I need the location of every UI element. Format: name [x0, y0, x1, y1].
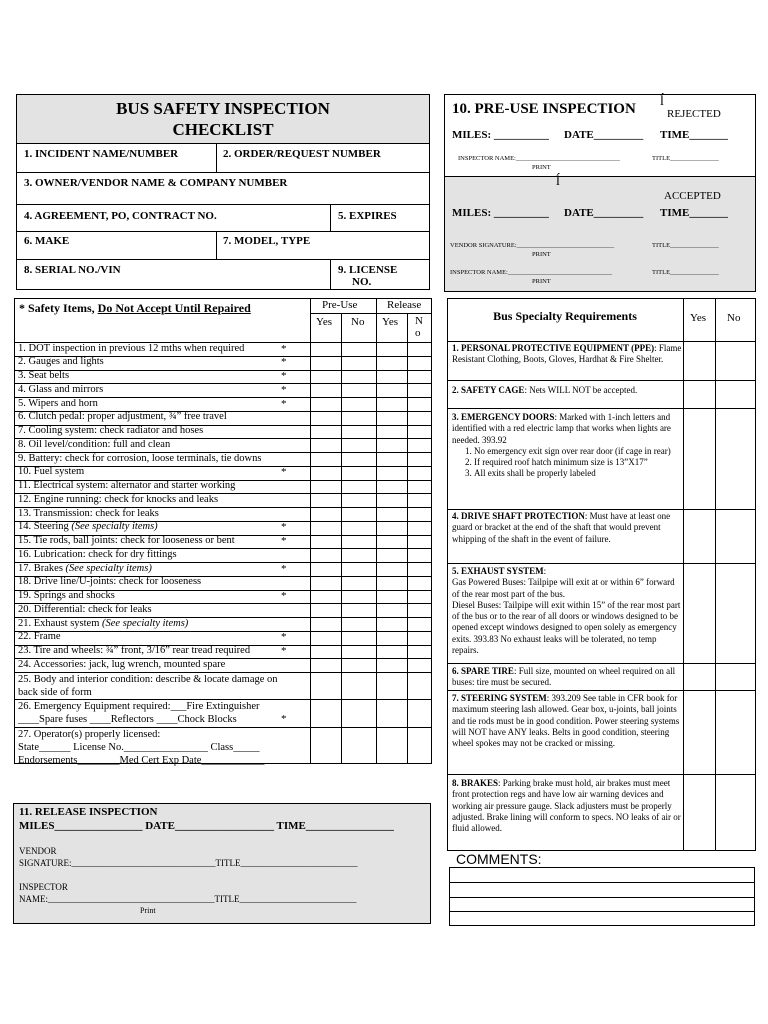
release-miles-date-time[interactable]: MILES________________ DATE__________________ TIME________________ [19, 820, 394, 832]
required-star: * [281, 397, 287, 410]
required-star: * [281, 383, 287, 396]
accepted-inspector-name[interactable]: INSPECTOR NAME:________________________________ [450, 269, 612, 276]
specialty-item-ppe: 1. PERSONAL PROTECTIVE EQUIPMENT (PPE): Flame Resistant Clothing, Boots, Gloves, Hardhat & Fire Shelter. [452, 343, 682, 365]
page-title [17, 98, 429, 140]
list-item: 1. No emergency exit sign over rear door (if cage in rear) [474, 446, 682, 457]
specialty-item-drive-shaft: 4. DRIVE SHAFT PROTECTION: Must have at least one guard or bracket at the end of the shaft that would prevent whipping of the shaft in the event of failure. [452, 511, 671, 544]
safety-item-7: 7. Cooling system: check radiator and hoses [18, 425, 204, 436]
preuse-inspector-name[interactable]: INSPECTOR NAME:________________________________ [458, 155, 620, 162]
safety-item-25: 25. Body and interior condition: describe & locate damage on back side of form [18, 674, 278, 698]
col-release-yes: Yes [382, 316, 399, 328]
preuse-miles[interactable]: MILES: __________ [452, 129, 549, 141]
safety-item-5: 5. Wipers and horn [18, 397, 98, 409]
accepted-checkmark-icon[interactable]: ĺ [556, 174, 560, 189]
release-title: 11. RELEASE INSPECTION [19, 806, 158, 818]
required-star: * [281, 370, 287, 382]
specialty-item-steering: 7. STEERING SYSTEM: 393.209 See table in CFR book for maximum steering lash allowed. Gear box, u-joints, ball joints and tie rods must be in good condition. Power steering systems will NOT have ANY leaks. Belts in good condition, steering wheel spokes may not be cracked or missing. [452, 693, 680, 749]
preuse-date[interactable]: DATE_________ [564, 129, 644, 141]
specialty-item-brakes: 8. BRAKES: Parking brake must hold, air brakes must meet front protection regs and have low air warning devices and working air pressure gauge. Slack adjusters must be properly adjusted. Brake lining will conform to specs. NO leaks of air or fluid allowed. [452, 778, 681, 834]
required-star: * [281, 521, 287, 534]
safety-item-6: 6. Clutch pedal: proper adjustment, ¾” free travel [18, 411, 227, 423]
preuse-time[interactable]: TIME_______ [660, 129, 728, 141]
safety-item-24: 24. Accessories: jack, lug wrench, mounted spare [18, 658, 226, 670]
col-release: Release [387, 299, 422, 311]
release-print-label: Print [140, 906, 156, 915]
release-vendor-signature[interactable]: SIGNATURE:________________________________TITLE__________________________ [19, 858, 358, 868]
list-item: 3. All exits shall be properly labeled [474, 468, 682, 479]
specialty-item-exhaust: 5. EXHAUST SYSTEM: Gas Powered Buses: Tailpipe will exit at or within 6” forward of the rear most part of the bus. Diesel Buses: Tailpipe will exit within 15” of the rear most part of the bus or to the rear of all doors or windows designed to be opened except windows designed to open solely as emergency exits. 393.83 No exhaust leaks will be tolerated, no temp repairs. [452, 566, 681, 656]
required-star: * [281, 590, 287, 602]
field-agreement[interactable]: 4. AGREEMENT, PO, CONTRACT NO. [24, 210, 217, 222]
safety-item-10: 10. Fuel system [18, 466, 85, 478]
required-star: * [281, 631, 287, 644]
required-star: * [281, 466, 287, 479]
required-star: * [281, 535, 287, 547]
safety-item-4: 4. Glass and mirrors [18, 383, 104, 395]
safety-item-2: 2. Gauges and lights [18, 356, 104, 368]
safety-item-20: 20. Differential: check for leaks [18, 603, 152, 615]
safety-item-12: 12. Engine running: check for knocks and leaks [18, 493, 219, 505]
vendor-signature[interactable]: VENDOR SIGNATURE:______________________________ [450, 242, 615, 249]
rejected-checkmark-icon[interactable]: ĺ [660, 94, 664, 109]
release-inspector-label: INSPECTOR [19, 882, 68, 892]
specialty-no: No [727, 312, 741, 324]
specialty-item-spare-tire: 6. SPARE TIRE: Full size, mounted on wheel required on all buses: tire must be secured. [452, 666, 676, 688]
safety-items-header: * Safety Items, Do Not Accept Until Repaired [19, 301, 251, 315]
release-vendor-label: VENDOR [19, 846, 57, 856]
field-serial-vin[interactable]: 8. SERIAL NO./VIN [24, 264, 121, 276]
page-title-line1: BUS SAFETY INSPECTION [116, 99, 330, 118]
accepted-print-label: PRINT [532, 278, 551, 285]
safety-item-3: 3. Seat belts [18, 370, 70, 381]
field-license[interactable]: 9. LICENSE NO. [338, 264, 398, 288]
preuse-print-label: PRINT [532, 164, 551, 171]
accepted-date[interactable]: DATE_________ [564, 207, 644, 219]
field-owner-vendor[interactable]: 3. OWNER/VENDOR NAME & COMPANY NUMBER [24, 177, 288, 189]
safety-item-9: 9. Battery: check for corrosion, loose terminals, tie downs [18, 452, 262, 464]
required-star: * [281, 356, 287, 369]
required-star: * [281, 562, 287, 575]
specialty-item-safety-cage: 2. SAFETY CAGE: Nets WILL NOT be accepted. [452, 385, 638, 395]
preuse-title: 10. PRE-USE INSPECTION [452, 101, 636, 117]
safety-item-15: 15. Tie rods, ball joints: check for looseness or bent [18, 535, 235, 546]
rejected-label: REJECTED [667, 108, 721, 120]
col-preuse: Pre-Use [322, 299, 358, 311]
accepted-time[interactable]: TIME_______ [660, 207, 728, 219]
safety-item-23: 23. Tire and wheels: ¾” front, 3/16” rear tread required [18, 645, 251, 656]
safety-item-8: 8. Oil level/condition: full and clean [18, 438, 171, 450]
field-make[interactable]: 6. MAKE [24, 235, 70, 247]
accepted-miles[interactable]: MILES: __________ [452, 207, 549, 219]
required-star: * [281, 645, 287, 657]
col-preuse-no: No [351, 316, 365, 328]
accepted-label: ACCEPTED [664, 190, 721, 202]
preuse-inspector-title[interactable]: TITLE_______________ [652, 155, 719, 162]
safety-item-14: 14. Steering (See specialty items) [18, 521, 158, 533]
accepted-inspector-title[interactable]: TITLE_______________ [652, 269, 719, 276]
safety-item-17: 17. Brakes (See specialty items) [18, 562, 152, 574]
col-preuse-yes: Yes [316, 316, 333, 328]
vendor-print-label: PRINT [532, 251, 551, 258]
field-order-request[interactable]: 2. ORDER/REQUEST NUMBER [223, 148, 381, 160]
safety-item-26: 26. Emergency Equipment required:___Fire Extinguisher ____Spare fuses ____Reflectors ____Chock Blocks [18, 701, 260, 725]
list-item: 2. If required roof hatch minimum size is 13”X17” [474, 457, 682, 468]
safety-item-19: 19. Springs and shocks [18, 590, 115, 601]
field-model-type[interactable]: 7. MODEL, TYPE [223, 235, 311, 247]
safety-item-11: 11. Electrical system: alternator and starter working [18, 480, 236, 491]
field-incident-name[interactable]: 1. INCIDENT NAME/NUMBER [24, 148, 179, 160]
required-star: * [281, 713, 287, 725]
safety-item-1: 1. DOT inspection in previous 12 mths when required [18, 342, 245, 354]
safety-item-13: 13. Transmission: check for leaks [18, 507, 159, 519]
page-title-line2: CHECKLIST [172, 120, 274, 139]
required-star: * [281, 342, 287, 355]
release-inspector-name[interactable]: NAME:_____________________________________TITLE__________________________ [19, 894, 357, 904]
vendor-title[interactable]: TITLE_______________ [652, 242, 719, 249]
safety-item-22: 22. Frame [18, 631, 61, 643]
safety-item-16: 16. Lubrication: check for dry fittings [18, 548, 177, 560]
col-release-no: N o [415, 315, 423, 339]
safety-item-21: 21. Exhaust system (See specialty items) [18, 617, 189, 629]
comments-label: COMMENTS: [456, 851, 542, 867]
safety-item-18: 18. Drive line/U-joints: check for looseness [18, 576, 202, 588]
specialty-yes: Yes [690, 312, 707, 324]
safety-item-27: 27. Operator(s) properly licensed: State______ License No.________________ Class_____ Endorsements________Med Cert Exp Date____________ [18, 729, 265, 766]
specialty-header: Bus Specialty Requirements [493, 309, 637, 323]
specialty-item-emergency-doors: 3. EMERGENCY DOORS: Marked with 1-inch letters and identified with a red electric lamp that works when lights are needed. 393.92 1. No emergency exit sign over rear door (if cage in rear) 2. If required roof hatch minimum size is 13”X17” 3. All exits shall be properly labeled [452, 412, 682, 480]
field-expires[interactable]: 5. EXPIRES [338, 210, 397, 222]
